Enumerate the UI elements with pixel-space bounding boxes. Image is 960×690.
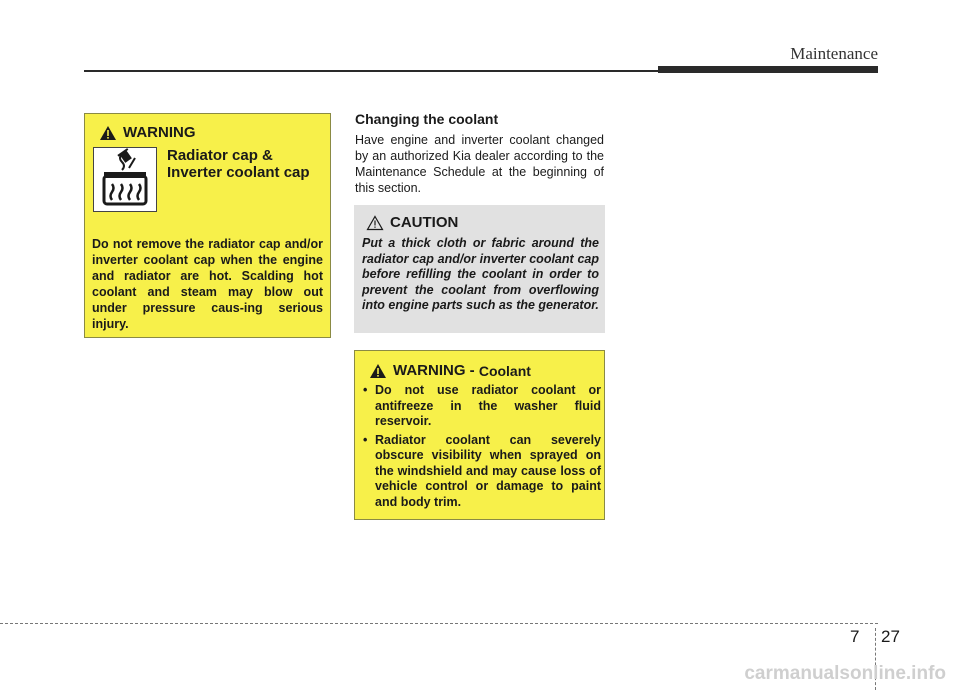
caution-body: Put a thick cloth or fabric around the radiator cap and/or inverter coolant cap before refilling the coolant in order to prevent the coolant from overflowing into engine parts such as the generator. — [362, 236, 599, 312]
warning-triangle-icon — [369, 363, 387, 379]
watermark: carmanualsonline.info — [744, 663, 946, 684]
subheading-line-2: Inverter coolant cap — [167, 164, 310, 181]
warning-body: Do not remove the radiator cap and/or inverter coolant cap when the engine and radiator are hot. Scalding hot coolant and steam may blow out under pressure caus-ing serious injury. — [92, 237, 323, 331]
page-number: 27 — [881, 627, 900, 646]
caution-heading — [366, 214, 458, 231]
caution-label: CAUTION — [390, 214, 459, 231]
warning-box-radiator-cap — [84, 113, 331, 338]
coolant-warning-heading — [369, 362, 531, 379]
section-heading: Changing the coolant — [355, 111, 499, 127]
list-item: • Radiator coolant can severely obscure visibility when sprayed on the windshield and may cause loss of vehicle control or damage to paint and body trim. — [363, 433, 601, 511]
warning-label: WARNING — [123, 124, 196, 141]
chapter-number: 7 — [850, 627, 860, 646]
list-item: • Do not use radiator coolant or antifreeze in the washer fluid reservoir. — [363, 383, 601, 430]
caution-triangle-icon — [366, 215, 384, 231]
warning-subheading — [167, 147, 327, 181]
section-title: Maintenance — [790, 44, 878, 63]
intro-paragraph: Have engine and inverter coolant changed by an authorized Kia dealer according to the Maintenance Schedule at the beginning of this section. — [355, 133, 604, 195]
warning-box-coolant — [354, 350, 605, 520]
header-rule — [84, 70, 658, 72]
header-bar — [658, 66, 878, 73]
footer-rule — [0, 623, 878, 624]
coolant-warning-suffix: Coolant — [478, 362, 531, 379]
subheading-line-1: Radiator cap & — [167, 147, 273, 164]
warning-triangle-icon — [99, 125, 117, 141]
coolant-warning-label: WARNING - — [393, 362, 479, 379]
coolant-warning-list — [363, 383, 601, 513]
caution-box — [354, 205, 605, 333]
radiator-steam-icon — [93, 147, 157, 212]
warning-heading — [99, 124, 196, 141]
